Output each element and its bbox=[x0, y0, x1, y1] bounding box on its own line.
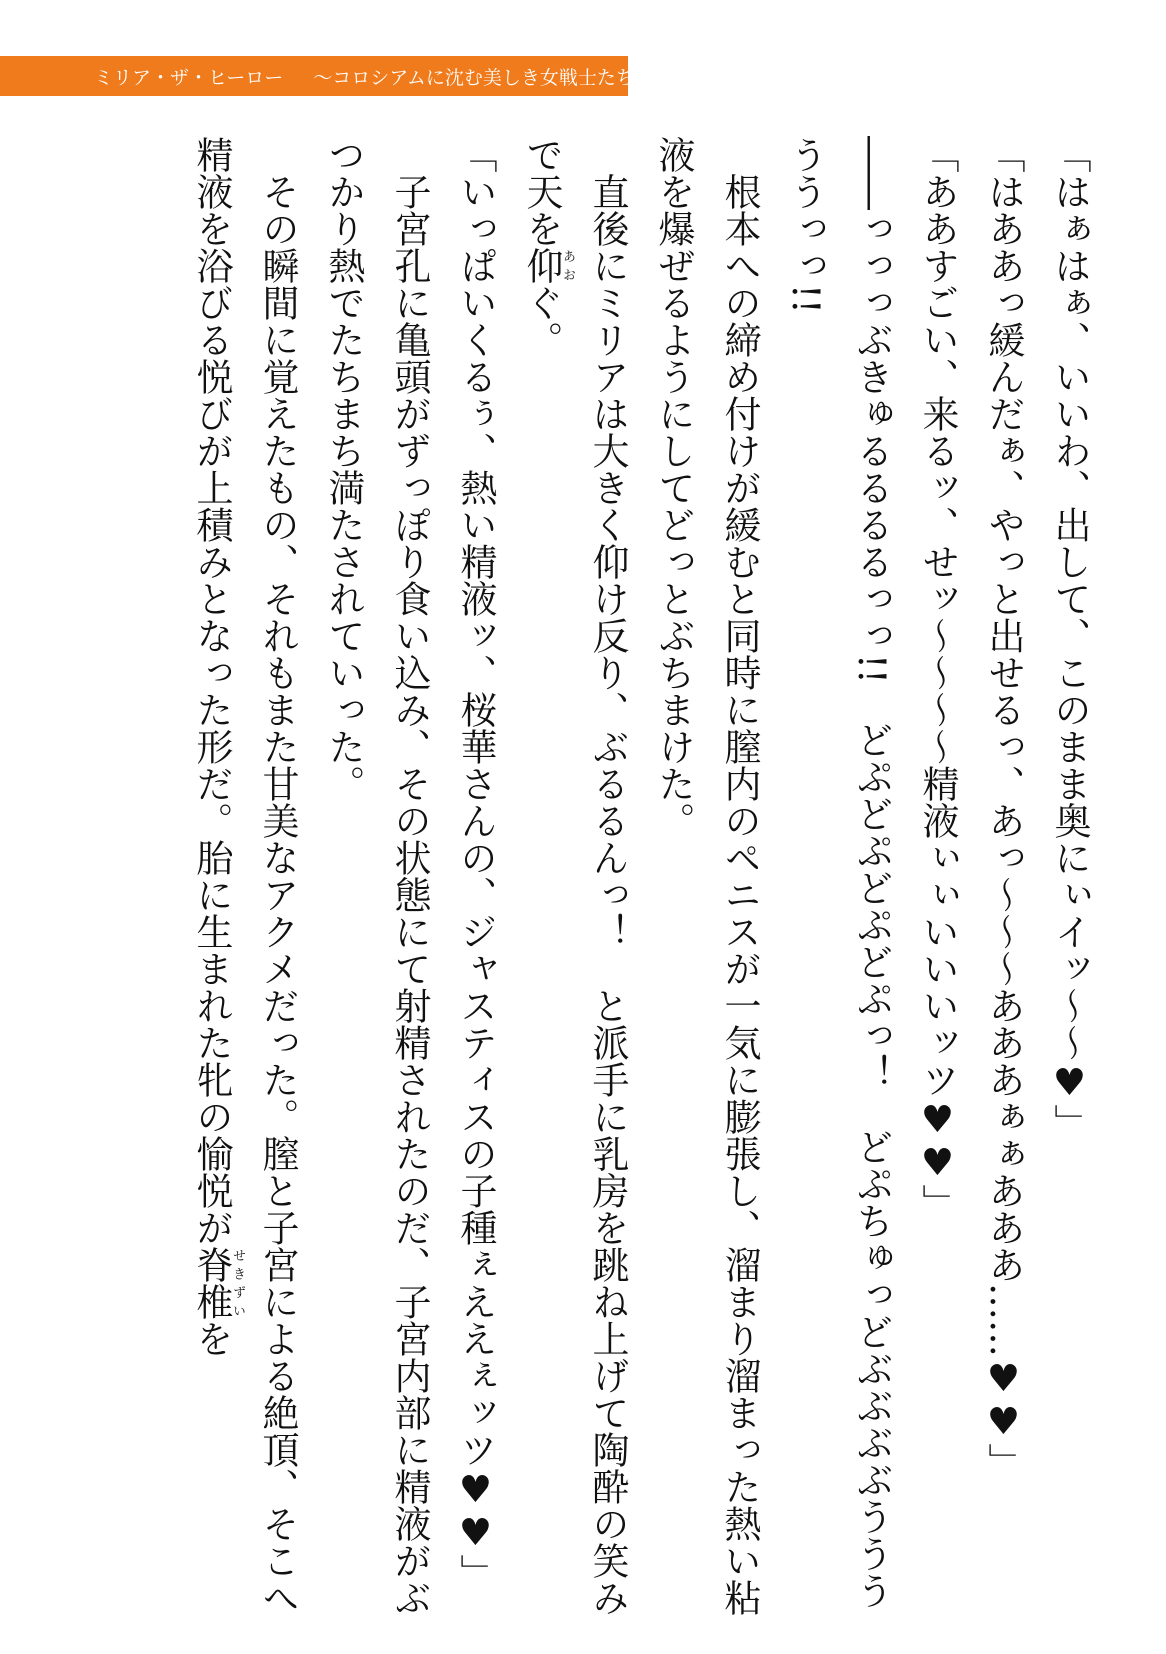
text-segment: その瞬間に覚えたもの、それもまた甘美なアクメだった。膣と子宮による絶頂、そこへ精液を浴びる悦びが上積みとなった形だ。胎に生まれた牝の愉悦が bbox=[190, 136, 299, 1616]
text-line: ――っっっぶきゅるるるるっっ!! どぷどぷどぷどぷっ！ どぷちゅっどぶぶぶぶうううううっっ!! bbox=[784, 136, 893, 1609]
ruby-reading: せきずい bbox=[230, 1246, 245, 1320]
book-subtitle: 〜コロシアムに沈む美しき女戦士たち〜 bbox=[313, 66, 654, 89]
text-line: 根本への締め付けが緩むと同時に膣内のペニスが一気に膨張し、溜まり溜まった熱い粘液を爆ぜるようにしてどっとぶちまけた。 bbox=[652, 136, 761, 1616]
book-title: ミリア・ザ・ヒーロー bbox=[94, 66, 284, 89]
text-line: 「はああっ緩んだぁ、やっと出せるっ、あっ〜〜〜あああぁぁあああ……♥♥」 bbox=[982, 136, 1025, 1480]
text-segment: を bbox=[190, 1320, 233, 1357]
text-line: 「いっぱいくるぅ、熱い精液ッ、桜華さんの、ジャスティスの子種ぇええぇッツ♥♥」 bbox=[454, 136, 497, 1591]
text-line: 「ああすごい、来るッ、せッ〜〜〜〜精液ぃぃいいいッツ♥♥」 bbox=[916, 136, 959, 1221]
ruby-sekitsui bbox=[190, 1246, 245, 1320]
vertical-text-body bbox=[92, 136, 1102, 1626]
ruby-base: 脊椎 bbox=[190, 1246, 233, 1320]
running-header bbox=[0, 56, 654, 96]
text-segment: ぐ。 bbox=[520, 284, 563, 358]
ruby-aogu bbox=[520, 247, 575, 284]
text-segment: 直後にミリアは大きく仰け反り、ぶるるんっ！ と派手に乳房を跳ね上げて陶酔の笑みで天を bbox=[520, 136, 629, 1616]
text-line: 「はぁはぁ、いいわ、出して、このまま奥にぃイッ〜〜♥」 bbox=[1048, 136, 1091, 1141]
text-line: 子宮孔に亀頭がずっぽり食い込み、その状態にて射精されたのだ、子宮内部に精液がぶつかり熱でたちまち満たされていった。 bbox=[322, 136, 431, 1616]
text-line-with-ruby-sekitsui bbox=[178, 136, 310, 1626]
ruby-reading: あお bbox=[560, 247, 575, 284]
text-line-with-ruby-aogu bbox=[508, 136, 640, 1626]
ruby-base: 仰 bbox=[520, 247, 563, 284]
